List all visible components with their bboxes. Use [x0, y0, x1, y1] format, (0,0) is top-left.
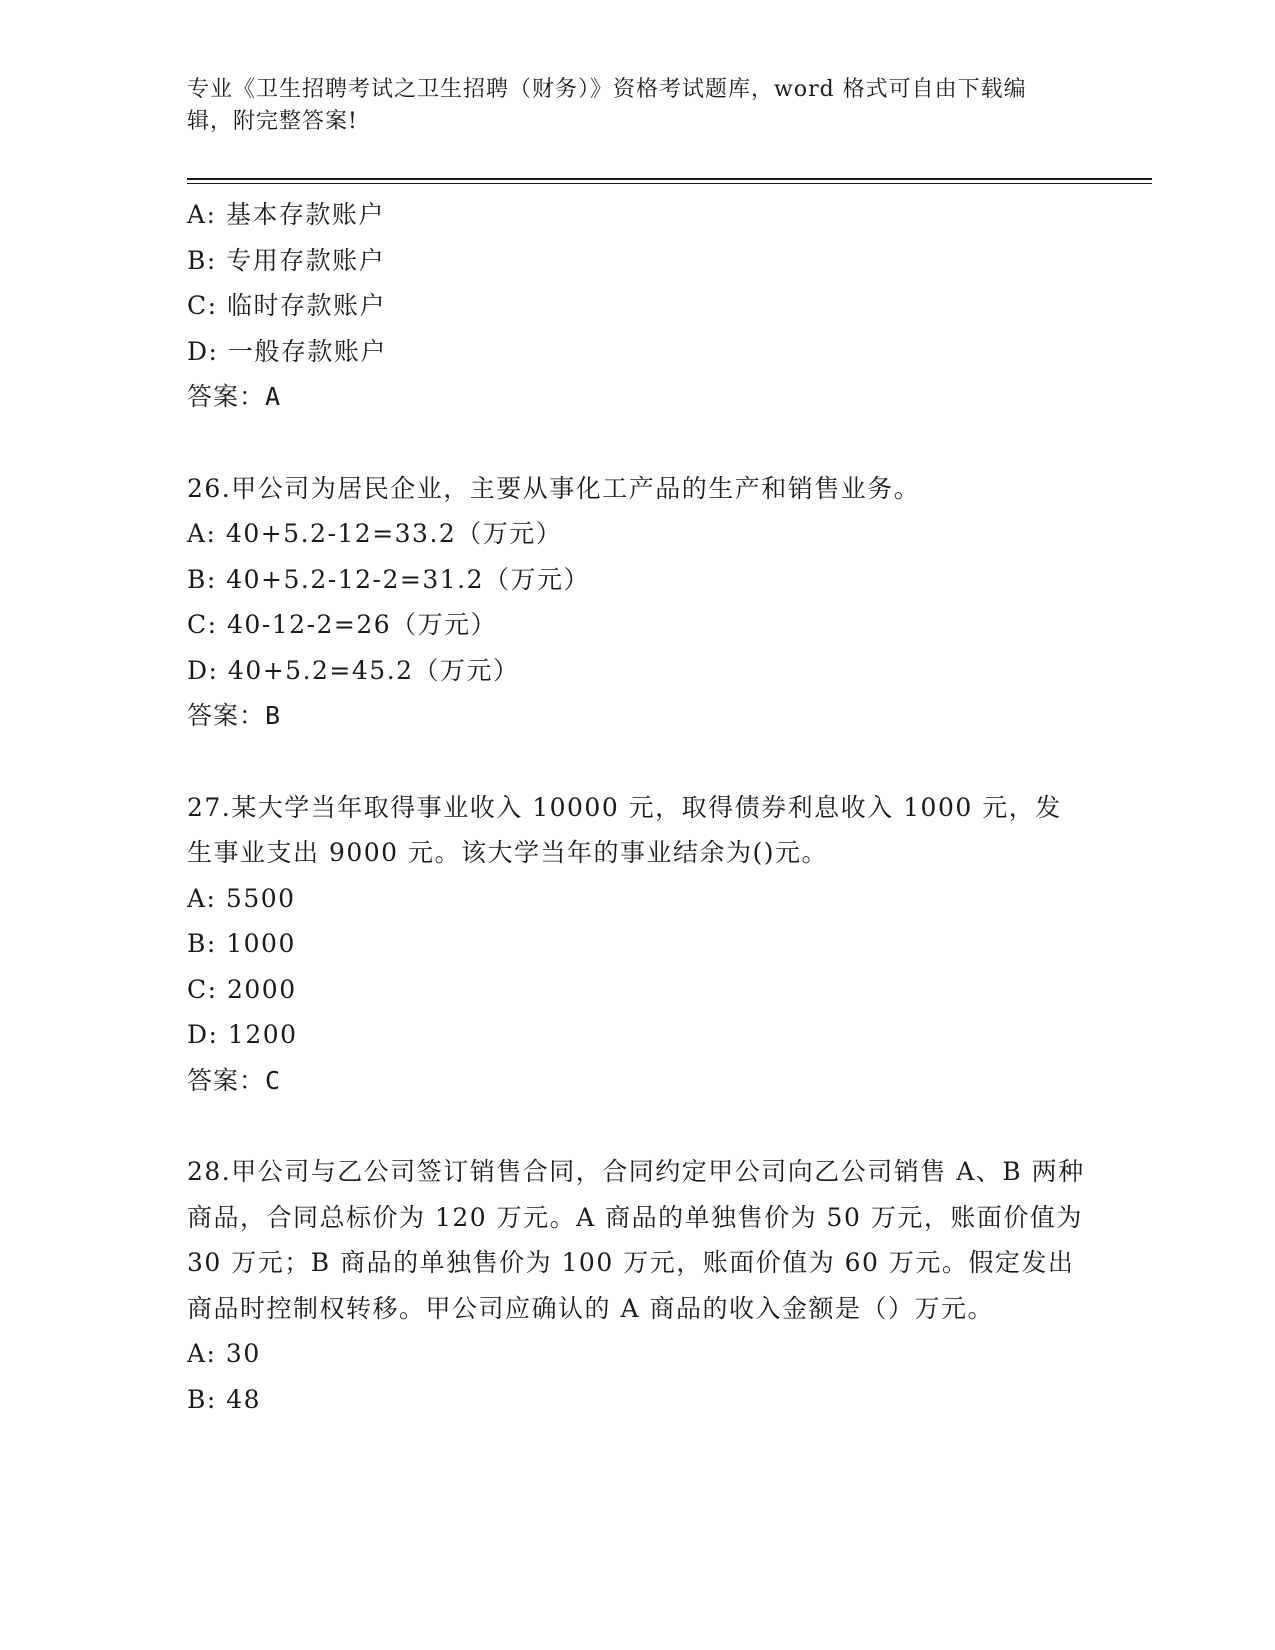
option-c: C: 临时存款账户 — [187, 291, 386, 320]
question-27 — [187, 785, 1087, 1104]
option-a: A: 5500 — [187, 883, 296, 913]
option-d: D: 一般存款账户 — [187, 336, 387, 366]
spacer — [187, 420, 1087, 466]
question-text: 26.甲公司为居民企业，主要从事化工产品的生产和销售业务。 — [187, 473, 921, 503]
answer-line: 答案：B — [187, 701, 282, 730]
option-d: D: 40+5.2=45.2（万元） — [187, 655, 520, 685]
question-text: 27.某大学当年取得事业收入 10000 元，取得债券利息收入 1000 元，发生事业支出 9000 元。该大学当年的事业结余为()元。 — [187, 792, 1062, 867]
header-rule-thick — [187, 178, 1152, 180]
question-26 — [187, 466, 1087, 739]
document-header: 专业《卫生招聘考试之卫生招聘（财务）》资格考试题库，word 格式可自由下载编辑，附完整答案! — [187, 77, 1027, 134]
option-b: B: 专用存款账户 — [187, 245, 386, 275]
option-c: C: 2000 — [187, 974, 297, 1004]
option-b: B: 40+5.2-12-2=31.2（万元） — [187, 564, 590, 594]
option-d: D: 1200 — [187, 1020, 298, 1049]
option-b: B: 1000 — [187, 929, 296, 958]
answer-line: 答案：C — [187, 1065, 282, 1095]
spacer — [187, 1103, 1087, 1149]
question-25 — [187, 192, 1087, 420]
option-b: B: 48 — [187, 1384, 262, 1414]
question-list — [187, 192, 1087, 1422]
question-text: 28.甲公司与乙公司签订销售合同，合同约定甲公司向乙公司销售 A、B 两种商品，合同总标价为 120 万元。A 商品的单独售价为 50 万元，账面价值为 30 万元；B 商品的单独售价为 100 万元，账面价值为 60 万元。假定发出商品时控制权转移。甲公司应确认的 A 商品的收入金额是（）万元。 — [187, 1157, 1085, 1323]
option-c: C: 40-12-2=26（万元） — [187, 610, 498, 639]
option-a: A: 40+5.2-12=33.2（万元） — [187, 519, 563, 548]
answer-line: 答案：A — [187, 382, 282, 411]
header-rule-thin — [187, 183, 1152, 184]
option-a: A: 基本存款账户 — [187, 200, 385, 229]
spacer — [187, 739, 1087, 785]
option-a: A: 30 — [187, 1339, 261, 1368]
question-28 — [187, 1149, 1087, 1422]
